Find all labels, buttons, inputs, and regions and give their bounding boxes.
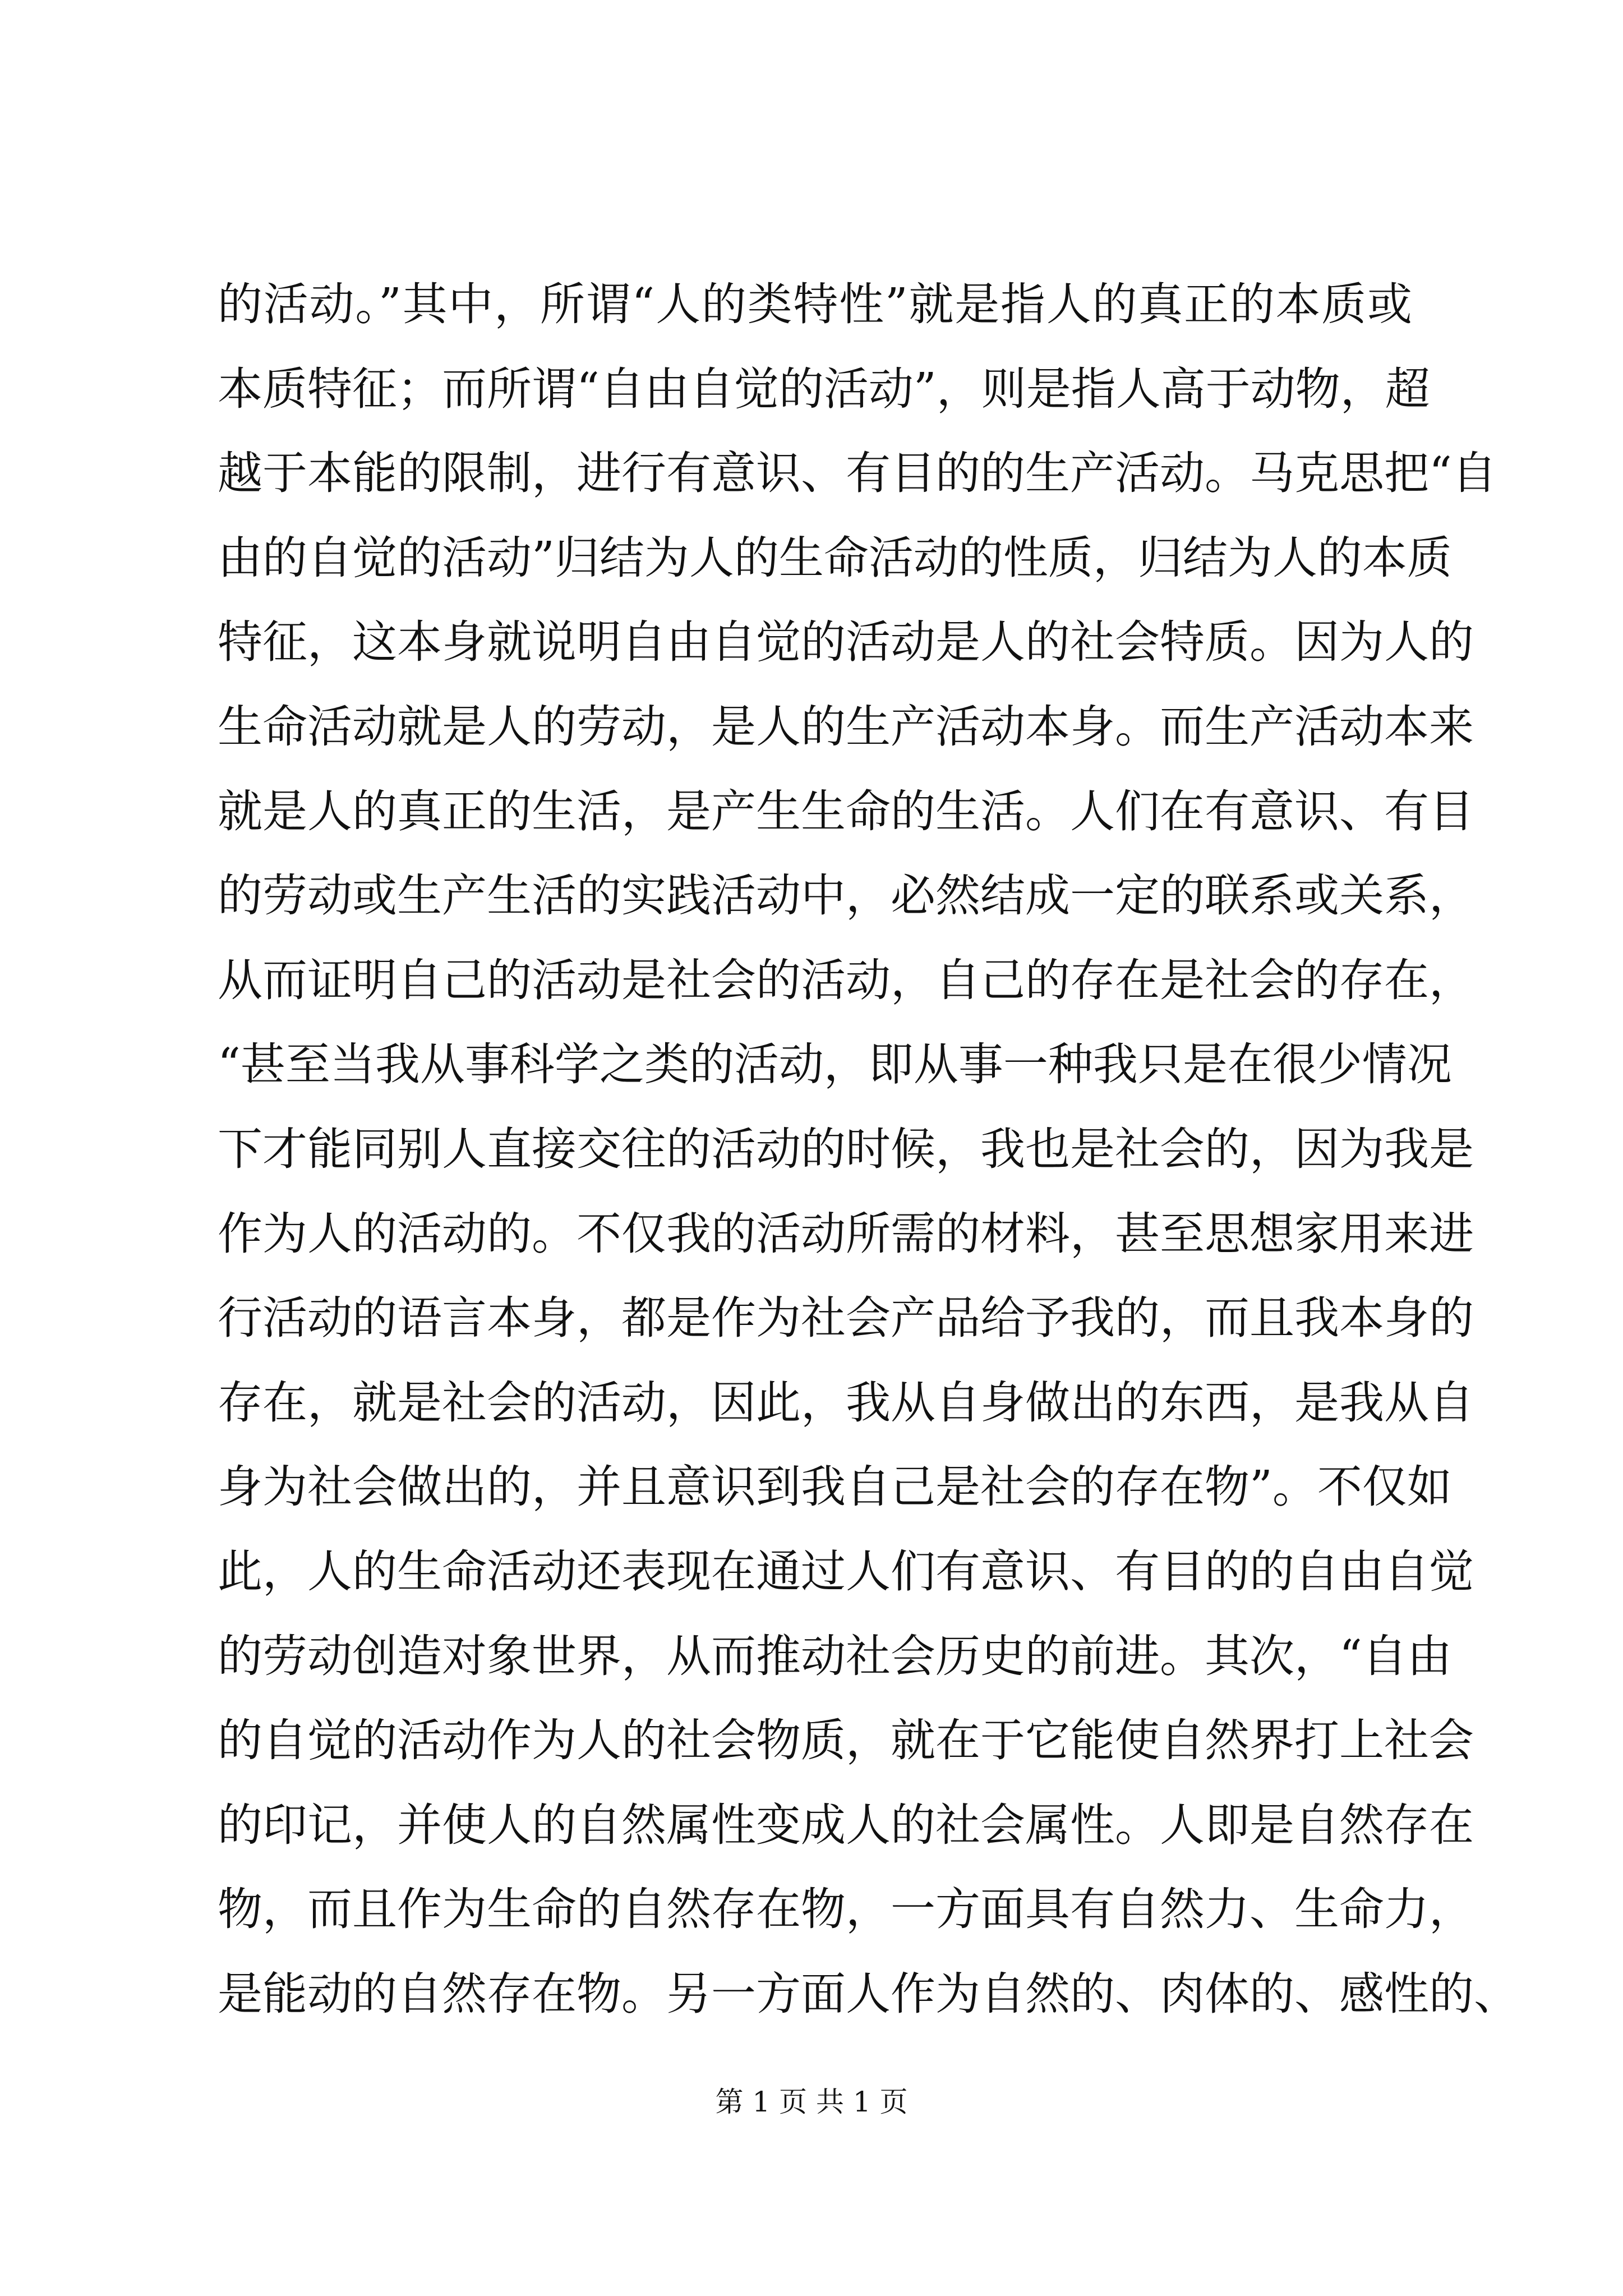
text-line: 的印记，并使人的自然属性变成人的社会属性。人即是自然存在 [218, 1798, 1474, 1851]
text-line: 生命活动就是人的劳动，是人的生产活动本身。而生产活动本来 [218, 700, 1474, 753]
text-line: 作为人的活动的。不仅我的活动所需的材料，甚至思想家用来进 [218, 1207, 1474, 1260]
text-line: 此，人的生命活动还表现在通过人们有意识、有目的的自由自觉 [218, 1545, 1474, 1598]
text-line: 的劳动创造对象世界，从而推动社会历史的前进。其次，“自由 [218, 1630, 1452, 1682]
text-line: 从而证明自己的活动是社会的活动，自己的存在是社会的存在， [218, 954, 1474, 1006]
text-line: 行活动的语言本身，都是作为社会产品给予我的，而且我本身的 [218, 1292, 1474, 1345]
text-line: “甚至当我从事科学之类的活动，即从事一种我只是在很少情况 [218, 1038, 1452, 1091]
text-line: 的活动。”其中，所谓“人的类特性”就是指人的真正的本质或 [218, 278, 1412, 330]
text-line: 本质特征；而所谓“自由自觉的活动”，则是指人高于动物，超 [218, 362, 1430, 415]
text-line: 是能动的自然存在物。另一方面人作为自然的、肉体的、感性的、 [218, 1967, 1519, 2020]
text-line: 身为社会做出的，并且意识到我自己是社会的存在物”。不仅如 [218, 1461, 1452, 1513]
text-line: 特征，这本身就说明自由自觉的活动是人的社会特质。因为人的 [218, 616, 1474, 669]
text-line: 物，而且作为生命的自然存在物，一方面具有自然力、生命力， [218, 1883, 1474, 1936]
text-line: 的自觉的活动作为人的社会物质，就在于它能使自然界打上社会 [218, 1714, 1474, 1767]
body-text [218, 263, 1519, 2036]
text-line: 的劳动或生产生活的实践活动中，必然结成一定的联系或关系， [218, 869, 1474, 922]
text-line: 存在，就是社会的活动，因此，我从自身做出的东西，是我从自 [218, 1376, 1474, 1429]
text-line: 由的自觉的活动”归结为人的生命活动的性质，归结为人的本质 [218, 531, 1452, 584]
text-line: 越于本能的限制，进行有意识、有目的的生产活动。马克思把“自 [218, 447, 1497, 500]
text-line: 就是人的真正的生活，是产生生命的生活。人们在有意识、有目 [218, 785, 1474, 838]
text-line: 下才能同别人直接交往的活动的时候，我也是社会的，因为我是 [218, 1122, 1474, 1175]
page-footer: 第 1 页 共 1 页 [715, 2086, 908, 2118]
